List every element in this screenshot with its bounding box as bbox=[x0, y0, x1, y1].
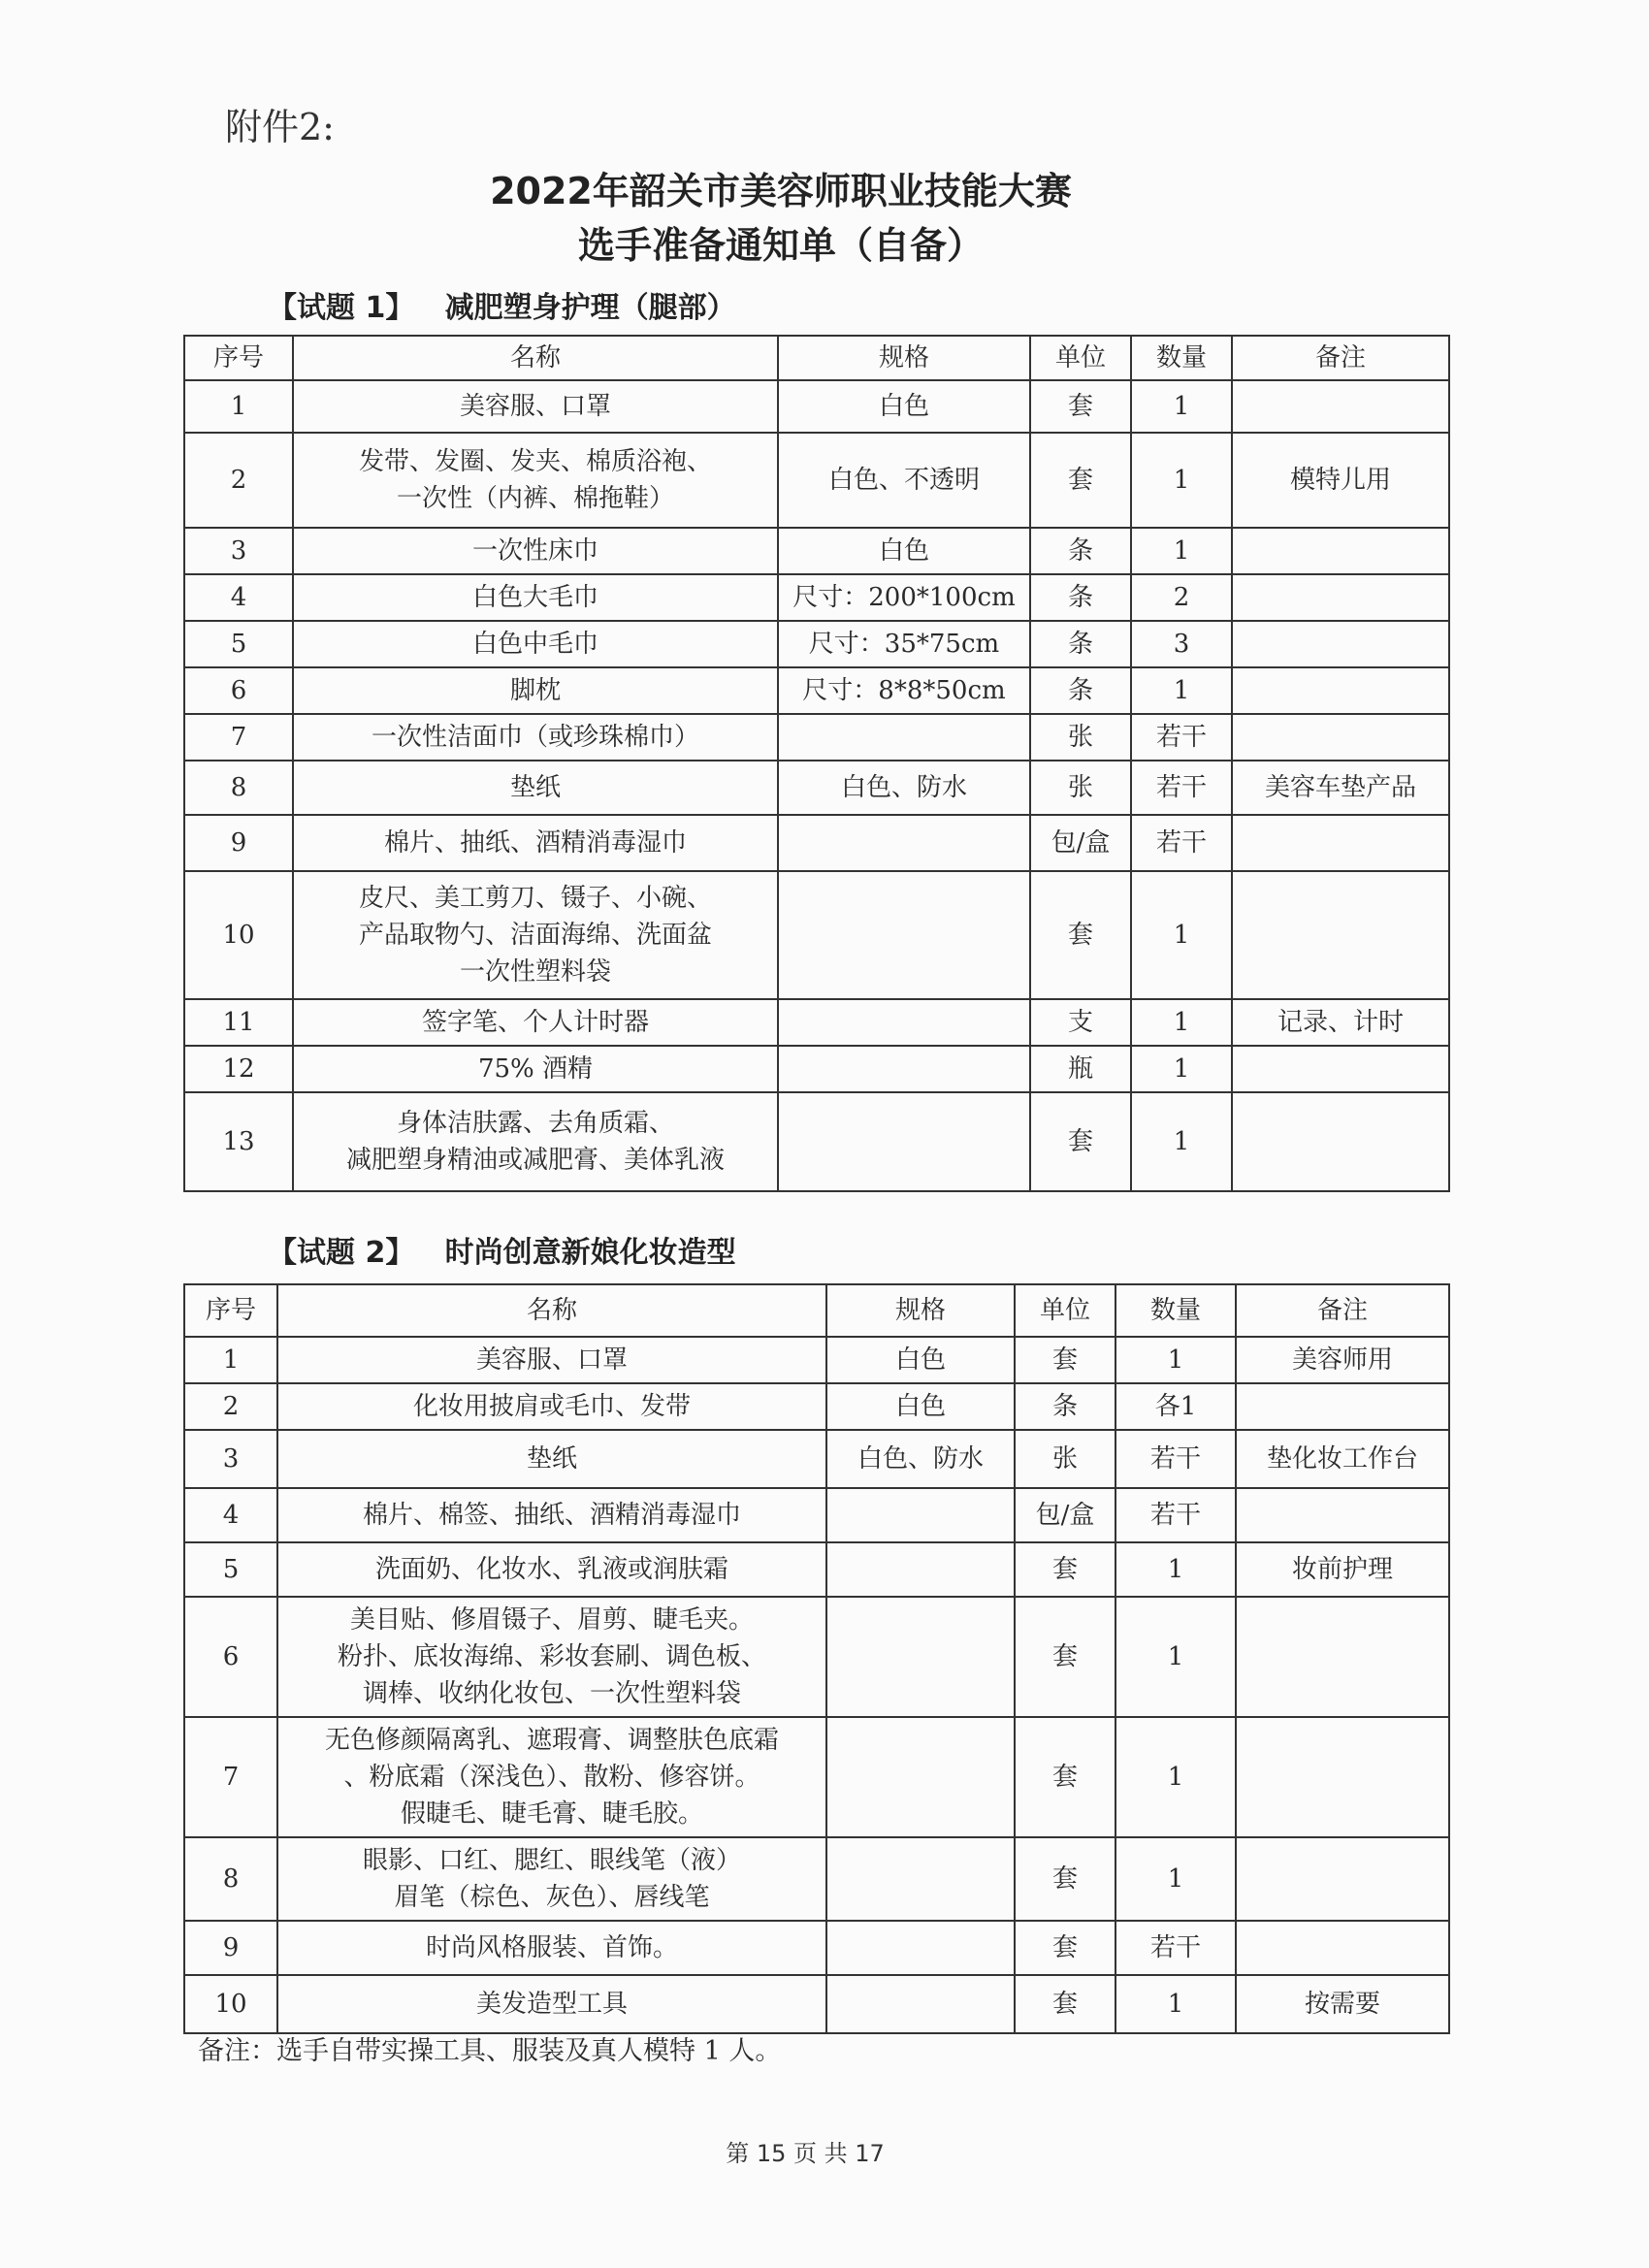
cell-remark bbox=[1232, 621, 1449, 667]
cell-name: 无色修颜隔离乳、遮瑕膏、调整肤色底霜 、粉底霜（深浅色）、散粉、修容饼。 假睫毛、睫毛膏、睫毛胶。 bbox=[277, 1717, 826, 1837]
cell-remark: 美容车垫产品 bbox=[1232, 761, 1449, 815]
cell-index: 7 bbox=[184, 1717, 277, 1837]
cell-quantity: 1 bbox=[1131, 667, 1232, 714]
cell-spec bbox=[826, 1921, 1015, 1975]
cell-name: 脚枕 bbox=[293, 667, 778, 714]
header-remark: 备注 bbox=[1232, 336, 1449, 380]
cell-remark bbox=[1236, 1597, 1449, 1717]
cell-name: 美容服、口罩 bbox=[277, 1337, 826, 1383]
table-row bbox=[184, 1717, 1449, 1837]
table-row bbox=[184, 761, 1449, 815]
cell-quantity: 1 bbox=[1131, 1046, 1232, 1092]
header-unit: 单位 bbox=[1030, 336, 1131, 380]
cell-unit: 条 bbox=[1030, 667, 1131, 714]
cell-quantity: 1 bbox=[1116, 1337, 1236, 1383]
cell-index: 10 bbox=[184, 1975, 277, 2033]
cell-name: 白色大毛巾 bbox=[293, 574, 778, 621]
document-title: 2022年韶关市美容师职业技能大赛 bbox=[490, 170, 1072, 212]
cell-quantity: 若干 bbox=[1116, 1430, 1236, 1488]
cell-unit: 套 bbox=[1015, 1597, 1116, 1717]
cell-name: 眼影、口红、腮红、眼线笔（液） 眉笔（棕色、灰色）、唇线笔 bbox=[277, 1837, 826, 1921]
header-quantity: 数量 bbox=[1116, 1284, 1236, 1337]
cell-remark: 模特儿用 bbox=[1232, 433, 1449, 528]
cell-index: 12 bbox=[184, 1046, 293, 1092]
cell-quantity: 1 bbox=[1116, 1837, 1236, 1921]
cell-name: 75% 酒精 bbox=[293, 1046, 778, 1092]
cell-quantity: 若干 bbox=[1131, 714, 1232, 761]
cell-quantity: 若干 bbox=[1116, 1488, 1236, 1542]
cell-quantity: 1 bbox=[1116, 1975, 1236, 2033]
header-name: 名称 bbox=[277, 1284, 826, 1337]
cell-spec: 白色 bbox=[778, 380, 1030, 433]
cell-spec: 尺寸：35*75cm bbox=[778, 621, 1030, 667]
cell-unit: 套 bbox=[1030, 1092, 1131, 1191]
header-index: 序号 bbox=[184, 1284, 277, 1337]
cell-quantity: 1 bbox=[1116, 1597, 1236, 1717]
table-row bbox=[184, 714, 1449, 761]
cell-index: 1 bbox=[184, 380, 293, 433]
cell-quantity: 1 bbox=[1116, 1542, 1236, 1597]
cell-quantity: 1 bbox=[1131, 380, 1232, 433]
cell-unit: 套 bbox=[1015, 1837, 1116, 1921]
cell-spec: 尺寸：200*100cm bbox=[778, 574, 1030, 621]
cell-index: 5 bbox=[184, 1542, 277, 1597]
cell-remark bbox=[1236, 1921, 1449, 1975]
header-index: 序号 bbox=[184, 336, 293, 380]
cell-index: 6 bbox=[184, 1597, 277, 1717]
table-row bbox=[184, 1597, 1449, 1717]
cell-unit: 套 bbox=[1015, 1717, 1116, 1837]
cell-remark bbox=[1232, 815, 1449, 871]
table-row bbox=[184, 667, 1449, 714]
table-row bbox=[184, 621, 1449, 667]
cell-index: 7 bbox=[184, 714, 293, 761]
cell-remark bbox=[1232, 871, 1449, 999]
table-row bbox=[184, 1488, 1449, 1542]
cell-name: 垫纸 bbox=[277, 1430, 826, 1488]
cell-quantity: 1 bbox=[1116, 1717, 1236, 1837]
cell-quantity: 1 bbox=[1131, 433, 1232, 528]
cell-quantity: 2 bbox=[1131, 574, 1232, 621]
footnote: 备注：选手自带实操工具、服装及真人模特 1 人。 bbox=[198, 2036, 782, 2066]
cell-remark bbox=[1236, 1383, 1449, 1430]
table-row bbox=[184, 1837, 1449, 1921]
cell-index: 3 bbox=[184, 1430, 277, 1488]
header-quantity: 数量 bbox=[1131, 336, 1232, 380]
cell-unit: 套 bbox=[1015, 1542, 1116, 1597]
cell-index: 8 bbox=[184, 761, 293, 815]
cell-unit: 包/盒 bbox=[1015, 1488, 1116, 1542]
cell-index: 4 bbox=[184, 1488, 277, 1542]
cell-index: 10 bbox=[184, 871, 293, 999]
cell-quantity: 若干 bbox=[1131, 815, 1232, 871]
cell-name: 白色中毛巾 bbox=[293, 621, 778, 667]
table-row bbox=[184, 1430, 1449, 1488]
cell-spec: 白色 bbox=[826, 1337, 1015, 1383]
cell-remark bbox=[1236, 1488, 1449, 1542]
cell-name: 身体洁肤露、去角质霜、 减肥塑身精油或减肥膏、美体乳液 bbox=[293, 1092, 778, 1191]
cell-unit: 条 bbox=[1030, 621, 1131, 667]
cell-quantity: 各1 bbox=[1116, 1383, 1236, 1430]
table-row bbox=[184, 1921, 1449, 1975]
cell-name: 洗面奶、化妆水、乳液或润肤霜 bbox=[277, 1542, 826, 1597]
cell-name: 时尚风格服装、首饰。 bbox=[277, 1921, 826, 1975]
cell-spec: 白色、不透明 bbox=[778, 433, 1030, 528]
cell-unit: 包/盒 bbox=[1030, 815, 1131, 871]
cell-spec bbox=[778, 714, 1030, 761]
cell-remark: 妆前护理 bbox=[1236, 1542, 1449, 1597]
table-row bbox=[184, 1542, 1449, 1597]
cell-spec bbox=[778, 999, 1030, 1046]
cell-name: 一次性床巾 bbox=[293, 528, 778, 574]
cell-unit: 套 bbox=[1015, 1337, 1116, 1383]
cell-unit: 张 bbox=[1030, 761, 1131, 815]
cell-index: 1 bbox=[184, 1337, 277, 1383]
section-2-heading: 【试题 2】 时尚创意新娘化妆造型 bbox=[268, 1236, 736, 1270]
cell-quantity: 1 bbox=[1131, 528, 1232, 574]
cell-unit: 套 bbox=[1030, 380, 1131, 433]
cell-quantity: 1 bbox=[1131, 1092, 1232, 1191]
cell-name: 美发造型工具 bbox=[277, 1975, 826, 2033]
cell-index: 4 bbox=[184, 574, 293, 621]
table-header-row bbox=[184, 336, 1449, 380]
cell-remark: 按需要 bbox=[1236, 1975, 1449, 2033]
cell-unit: 支 bbox=[1030, 999, 1131, 1046]
cell-spec bbox=[778, 815, 1030, 871]
cell-unit: 条 bbox=[1030, 574, 1131, 621]
cell-spec bbox=[826, 1837, 1015, 1921]
cell-remark: 垫化妆工作台 bbox=[1236, 1430, 1449, 1488]
cell-unit: 套 bbox=[1015, 1921, 1116, 1975]
cell-name: 棉片、抽纸、酒精消毒湿巾 bbox=[293, 815, 778, 871]
cell-quantity: 1 bbox=[1131, 999, 1232, 1046]
cell-spec bbox=[826, 1542, 1015, 1597]
cell-unit: 条 bbox=[1030, 528, 1131, 574]
cell-remark bbox=[1232, 528, 1449, 574]
table-row bbox=[184, 1975, 1449, 2033]
cell-name: 美目贴、修眉镊子、眉剪、睫毛夹。 粉扑、底妆海绵、彩妆套刷、调色板、 调棒、收纳化妆包、一次性塑料袋 bbox=[277, 1597, 826, 1717]
cell-remark bbox=[1232, 380, 1449, 433]
section-1-table bbox=[183, 335, 1450, 1192]
cell-name: 化妆用披肩或毛巾、发带 bbox=[277, 1383, 826, 1430]
cell-index: 2 bbox=[184, 1383, 277, 1430]
table-row bbox=[184, 528, 1449, 574]
cell-remark bbox=[1232, 574, 1449, 621]
header-spec: 规格 bbox=[826, 1284, 1015, 1337]
cell-spec: 白色、防水 bbox=[826, 1430, 1015, 1488]
table-row bbox=[184, 815, 1449, 871]
cell-spec: 白色、防水 bbox=[778, 761, 1030, 815]
cell-remark bbox=[1232, 1046, 1449, 1092]
cell-index: 5 bbox=[184, 621, 293, 667]
cell-index: 13 bbox=[184, 1092, 293, 1191]
cell-index: 3 bbox=[184, 528, 293, 574]
cell-remark bbox=[1236, 1837, 1449, 1921]
cell-spec bbox=[826, 1975, 1015, 2033]
section-2-table bbox=[183, 1283, 1450, 2034]
table-header-row bbox=[184, 1284, 1449, 1337]
table-row bbox=[184, 1337, 1449, 1383]
cell-spec bbox=[826, 1488, 1015, 1542]
cell-spec: 白色 bbox=[778, 528, 1030, 574]
cell-index: 8 bbox=[184, 1837, 277, 1921]
cell-name: 一次性洁面巾（或珍珠棉巾） bbox=[293, 714, 778, 761]
cell-index: 9 bbox=[184, 815, 293, 871]
cell-unit: 张 bbox=[1030, 714, 1131, 761]
cell-name: 签字笔、个人计时器 bbox=[293, 999, 778, 1046]
cell-unit: 瓶 bbox=[1030, 1046, 1131, 1092]
cell-remark: 记录、计时 bbox=[1232, 999, 1449, 1046]
cell-remark bbox=[1232, 1092, 1449, 1191]
cell-spec: 白色 bbox=[826, 1383, 1015, 1430]
header-spec: 规格 bbox=[778, 336, 1030, 380]
cell-index: 2 bbox=[184, 433, 293, 528]
cell-spec bbox=[826, 1597, 1015, 1717]
cell-remark bbox=[1232, 714, 1449, 761]
cell-spec bbox=[778, 1046, 1030, 1092]
document-subtitle: 选手准备通知单（自备） bbox=[577, 224, 984, 267]
table-row bbox=[184, 574, 1449, 621]
page-number: 第 15 页 共 17 bbox=[726, 2140, 885, 2167]
cell-remark bbox=[1232, 667, 1449, 714]
cell-index: 6 bbox=[184, 667, 293, 714]
cell-remark bbox=[1236, 1717, 1449, 1837]
attachment-label: 附件2: bbox=[225, 106, 335, 148]
table-row bbox=[184, 433, 1449, 528]
cell-unit: 条 bbox=[1015, 1383, 1116, 1430]
cell-name: 发带、发圈、发夹、棉质浴袍、 一次性（内裤、棉拖鞋） bbox=[293, 433, 778, 528]
cell-unit: 套 bbox=[1030, 433, 1131, 528]
cell-name: 棉片、棉签、抽纸、酒精消毒湿巾 bbox=[277, 1488, 826, 1542]
cell-name: 垫纸 bbox=[293, 761, 778, 815]
cell-spec bbox=[778, 1092, 1030, 1191]
cell-quantity: 1 bbox=[1131, 871, 1232, 999]
header-name: 名称 bbox=[293, 336, 778, 380]
section-1-heading: 【试题 1】 减肥塑身护理（腿部） bbox=[268, 291, 736, 325]
header-remark: 备注 bbox=[1236, 1284, 1449, 1337]
cell-index: 9 bbox=[184, 1921, 277, 1975]
cell-unit: 套 bbox=[1030, 871, 1131, 999]
table-row bbox=[184, 999, 1449, 1046]
cell-remark: 美容师用 bbox=[1236, 1337, 1449, 1383]
cell-quantity: 3 bbox=[1131, 621, 1232, 667]
cell-spec bbox=[778, 871, 1030, 999]
cell-spec bbox=[826, 1717, 1015, 1837]
cell-spec: 尺寸：8*8*50cm bbox=[778, 667, 1030, 714]
table-row bbox=[184, 380, 1449, 433]
table-row bbox=[184, 871, 1449, 999]
cell-unit: 套 bbox=[1015, 1975, 1116, 2033]
cell-index: 11 bbox=[184, 999, 293, 1046]
table-row bbox=[184, 1046, 1449, 1092]
table-row bbox=[184, 1383, 1449, 1430]
cell-quantity: 若干 bbox=[1131, 761, 1232, 815]
table-row bbox=[184, 1092, 1449, 1191]
cell-name: 美容服、口罩 bbox=[293, 380, 778, 433]
cell-unit: 张 bbox=[1015, 1430, 1116, 1488]
cell-name: 皮尺、美工剪刀、镊子、小碗、 产品取物勺、洁面海绵、洗面盆 一次性塑料袋 bbox=[293, 871, 778, 999]
cell-quantity: 若干 bbox=[1116, 1921, 1236, 1975]
header-unit: 单位 bbox=[1015, 1284, 1116, 1337]
